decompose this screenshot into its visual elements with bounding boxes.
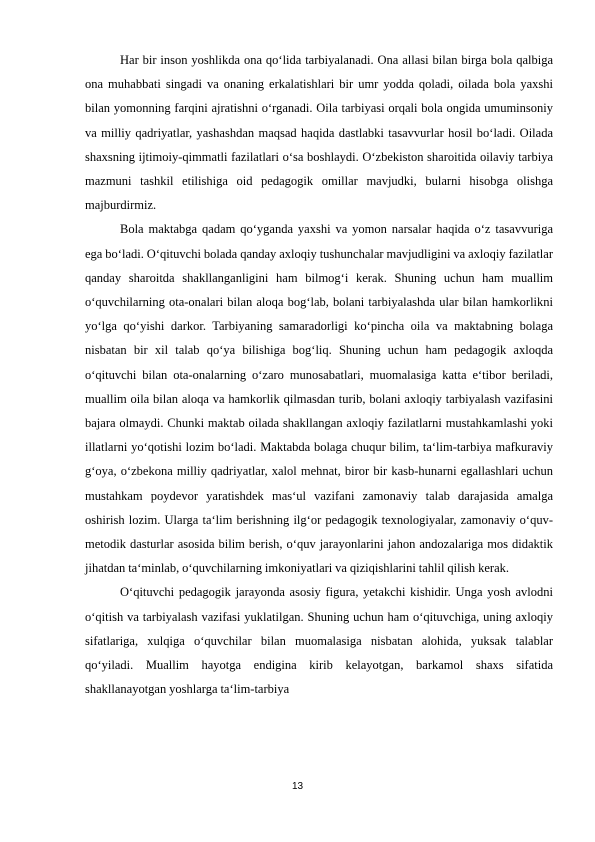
paragraph-school-cooperation: Bola maktabga qadam qo‘yganda yaxshi va yomon narsalar haqida o‘z tasavvuriga ega bo‘ladi. O‘qituvchi bolada qanday axloqiy tushunchalar mavjudligini va axloqiy fazilatlar qanday sharoitda shakllanganligini ham bilmog‘i kerak. Shuning uchun ham muallim o‘quvchilarning ota-onalari bilan aloqa bog‘lab, bolani tarbiyalashda ular bilan hamkorlikni yo‘lga qo‘yishi darkor. Tarbiyaning samaradorligi ko‘pincha oila va maktabning bolaga nisbatan bir xil talab qo‘ya bilishiga bog‘liq. Shuning uchun ham pedagogik axloqda o‘qituvchi bilan ota-onalarning o‘zaro munosabatlari, muomalasiga katta e‘tibor beriladi, muallim oila bilan aloqa va hamkorlik qilmasdan turib, bolani axloqiy tarbiyalash vazifasini bajara olmaydi. Chunki maktab oilada shakllangan axloqiy fazilatlarni mustahkamlashi yoki illatlarni yo‘qotishi lozim bo‘ladi. Maktabda bolaga chuqur bilim, ta‘lim-tarbiya mafkuraviy g‘oya, o‘zbekona milliy qadriyatlar, xalol mehnat, biror bir kasb-hunarni egallashlari uchun mustahkam poydevor yaratishdek mas‘ul vazifani zamonaviy talab darajasida amalga oshirish lozim. Ularga ta‘lim berishning ilg‘or pedagogik texnologiyalar, zamonaviy o‘quv-metodik dasturlar asosida bilim berish, o‘quv jarayonlarini jahon andozalariga mos didaktik jihatdan ta‘minlab, o‘quvchilarning imkoniyatlari va qiziqishlarini tahlil qilish kerak.: [85, 222, 553, 576]
body-text: [85, 48, 553, 701]
page-number: 13: [291, 781, 304, 792]
paragraph-family-upbringing: Har bir inson yoshlikda ona qo‘lida tarbiyalanadi. Ona allasi bilan birga bola qalbiga ona muhabbati singadi va onaning erkalatishlari bir umr yodda qoladi, oilada bola yaxshi bilan yomonning farqini ajratishni o‘rganadi. Oila tarbiyasi orqali bola ongida umuminsoniy va milliy qadriyatlar, yashashdan maqsad haqida dastlabki tasavvurlar hosil bo‘ladi. Oilada shaxsning ijtimoiy-qimmatli fazilatlari o‘sa boshlaydi. O‘zbekiston sharoitida oilaviy tarbiya mazmuni tashkil etilishiga oid pedagogik omillar mavjudki, bularni hisobga olishga majburdirmiz.: [85, 53, 553, 213]
paragraph-teacher-role: O‘qituvchi pedagogik jarayonda asosiy figura, yetakchi kishidir. Unga yosh avlodni o‘qitish va tarbiyalash vazifasi yuklatilgan. Shuning uchun ham o‘qituvchiga, uning axloqiy sifatlariga, xulqiga o‘quvchilar bilan muomalasiga nisbatan alohida, yuksak talablar qo‘yiladi. Muallim hayotga endigina kirib kelayotgan, barkamol shaxs sifatida shakllanayotgan yoshlarga ta‘lim-tarbiya: [85, 585, 553, 697]
